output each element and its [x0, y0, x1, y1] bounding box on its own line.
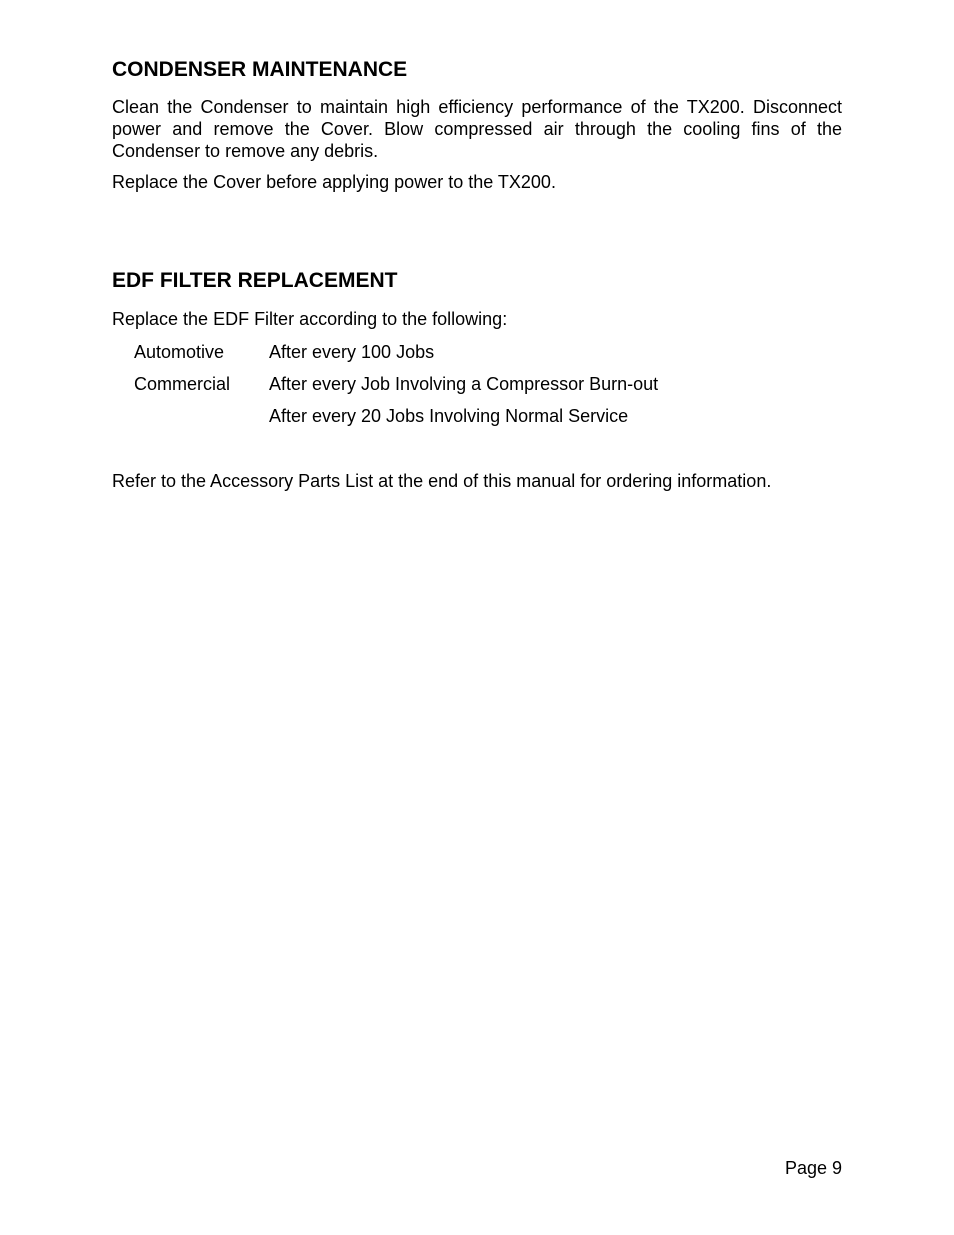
- edf-intro-paragraph: Replace the EDF Filter according to the following:: [112, 309, 508, 329]
- schedule-category: Automotive: [134, 342, 225, 362]
- schedule-row-commercial: [0, 373, 954, 397]
- schedule-row-commercial-normal: [0, 405, 954, 429]
- page-number: Page 9: [784, 1158, 842, 1178]
- schedule-interval: After every Job Involving a Compressor Burn-out: [269, 374, 659, 394]
- accessory-parts-reference-paragraph: Refer to the Accessory Parts List at the end of this manual for ordering information.: [112, 471, 772, 491]
- condenser-replace-cover-paragraph: Replace the Cover before applying power to the TX200.: [112, 172, 556, 192]
- schedule-category: Commercial: [134, 374, 231, 394]
- schedule-interval: After every 100 Jobs: [269, 342, 435, 362]
- edf-filter-replacement-heading: EDF FILTER REPLACEMENT: [112, 269, 398, 292]
- condenser-maintenance-heading: CONDENSER MAINTENANCE: [112, 58, 408, 81]
- condenser-instructions-paragraph: Clean the Condenser to maintain high efficiency performance of the TX200. Disconnect power and remove the Cover. Blow compressed air through the cooling fins of the Condenser to remove any debris.: [112, 97, 842, 161]
- schedule-row-automotive: [0, 341, 954, 365]
- schedule-interval: After every 20 Jobs Involving Normal Service: [269, 406, 629, 426]
